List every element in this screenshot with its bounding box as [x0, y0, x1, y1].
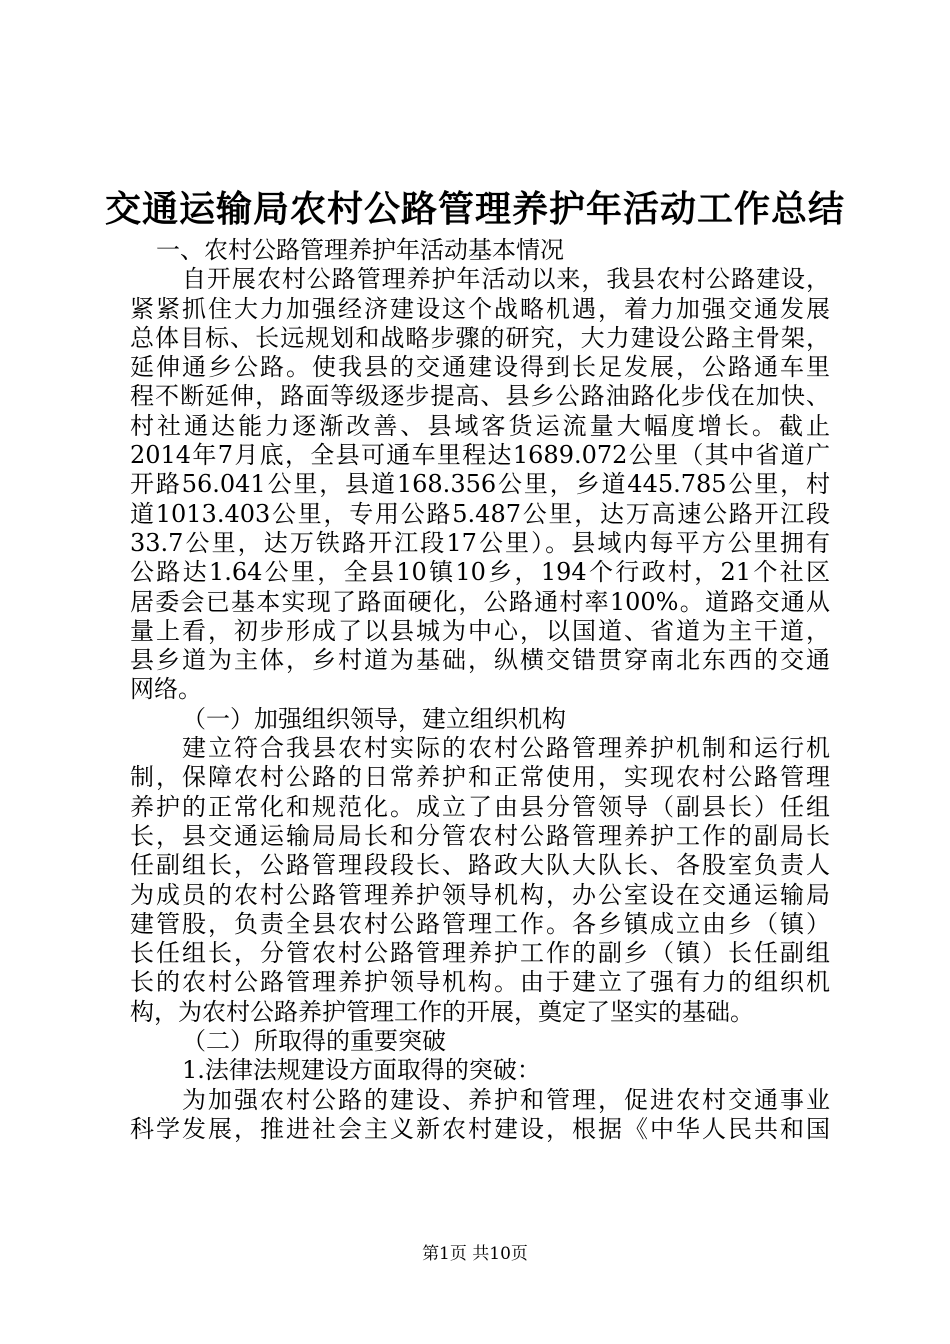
paragraph-line: 长，县交通运输局局长和分管农村公路管理养护工作的副局长: [130, 821, 830, 850]
paragraph-line: 道1013.403公里，专用公路5.487公里，达万高速公路开江段: [130, 499, 830, 528]
paragraph-line: 居委会已基本实现了路面硬化，公路通村率100%。道路交通从: [130, 587, 830, 616]
paragraph-line: 紧紧抓住大力加强经济建设这个战略机遇，着力加强交通发展: [130, 294, 830, 323]
paragraph-line: 村社通达能力逐渐改善、县域客货运流量大幅度增长。截止: [130, 411, 830, 440]
paragraph-line: 科学发展，推进社会主义新农村建设，根据《中华人民共和国: [130, 1114, 830, 1143]
paragraph-line: 网络。: [130, 675, 202, 704]
paragraph-line: 公路达1.64公里，全县10镇10乡，194个行政村，21个社区: [130, 558, 830, 587]
page-number-footer: 第1页 共10页: [422, 1244, 528, 1264]
document-title: 交通运输局农村公路管理养护年活动工作总结: [104, 188, 845, 230]
paragraph-line: 33.7公里，达万铁路开江段17公里）。县域内每平方公里拥有: [130, 528, 830, 557]
paragraph-line: 延伸通乡公路。使我县的交通建设得到长足发展，公路通车里: [130, 353, 830, 382]
subsection-heading: （二）所取得的重要突破: [182, 1027, 446, 1056]
paragraph-line: 2014年7月底，全县可通车里程达1689.072公里（其中省道广: [130, 441, 830, 470]
paragraph-line: 自开展农村公路管理养护年活动以来，我县农村公路建设，: [182, 265, 830, 294]
paragraph-line: 建立符合我县农村实际的农村公路管理养护机制和运行机: [182, 734, 830, 763]
paragraph-line: 构，为农村公路养护管理工作的开展，奠定了坚实的基础。: [130, 997, 754, 1026]
paragraph-line: 县乡道为主体，乡村道为基础，纵横交错贯穿南北东西的交通: [130, 646, 830, 675]
paragraph-line: 长的农村公路管理养护领导机构。由于建立了强有力的组织机: [130, 968, 830, 997]
paragraph-line: 制，保障农村公路的日常养护和正常使用，实现农村公路管理: [130, 763, 830, 792]
paragraph-line: 程不断延伸，路面等级逐步提高、县乡公路油路化步伐在加快、: [130, 382, 830, 411]
subsection-heading: （一）加强组织领导，建立组织机构: [182, 704, 566, 733]
paragraph-line: 总体目标、长远规划和战略步骤的研究，大力建设公路主骨架，: [130, 323, 830, 352]
section-heading: 一、农村公路管理养护年活动基本情况: [156, 236, 564, 264]
paragraph-line: 长任组长，分管农村公路管理养护工作的副乡（镇）长任副组: [130, 939, 830, 968]
paragraph-line: 养护的正常化和规范化。成立了由县分管领导（副县长）任组: [130, 792, 830, 821]
paragraph-line: 为加强农村公路的建设、养护和管理，促进农村交通事业: [182, 1085, 830, 1114]
paragraph-line: 建管股，负责全县农村公路管理工作。各乡镇成立由乡（镇）: [130, 909, 830, 938]
document-body: [130, 236, 830, 1144]
paragraph-line: 量上看，初步形成了以县城为中心，以国道、省道为主干道，: [130, 616, 830, 645]
item-heading: 1.法律法规建设方面取得的突破：: [182, 1056, 541, 1085]
paragraph-line: 任副组长，公路管理段段长、路政大队大队长、各股室负责人: [130, 851, 830, 880]
paragraph-line: 为成员的农村公路管理养护领导机构，办公室设在交通运输局: [130, 880, 830, 909]
paragraph-line: 开路56.041公里，县道168.356公里，乡道445.785公里，村: [130, 470, 830, 499]
